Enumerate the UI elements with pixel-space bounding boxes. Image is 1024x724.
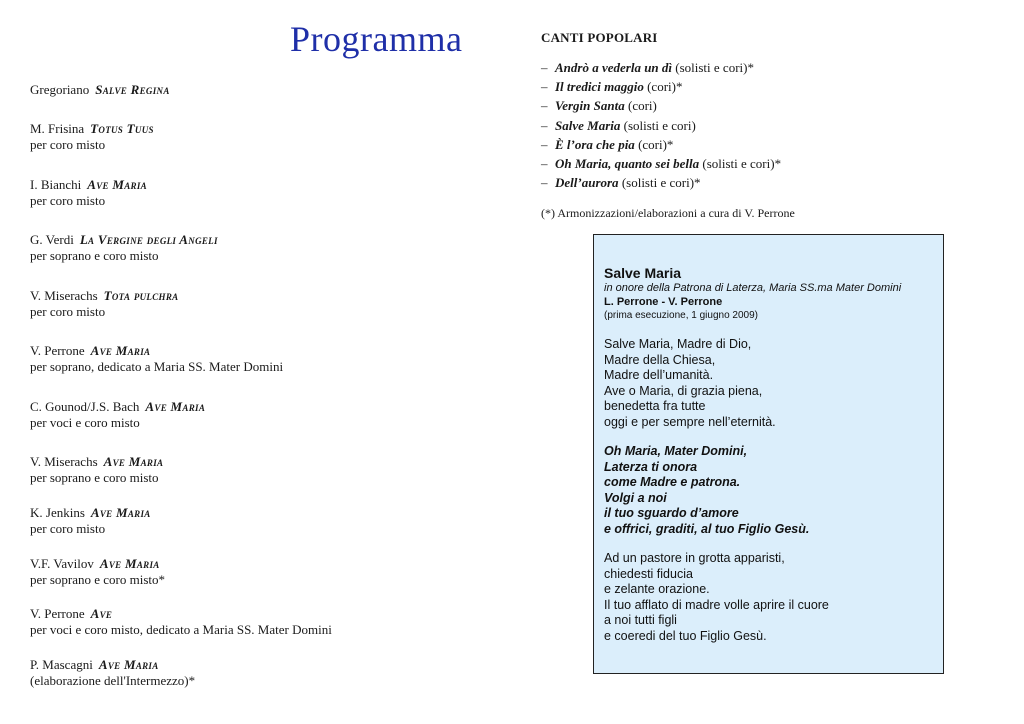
canti-item: – Vergin Santa (cori) xyxy=(541,98,657,114)
program-entry xyxy=(30,232,218,264)
composer: I. Bianchi xyxy=(30,177,82,192)
song-note: (solisti e cori)* xyxy=(672,60,754,75)
work-description: per voci e coro misto, dedicato a Maria SS. Mater Domini xyxy=(30,622,332,637)
program-entry xyxy=(30,177,147,209)
canti-item: – Dell’aurora (solisti e cori)* xyxy=(541,175,701,191)
composer: G. Verdi xyxy=(30,232,74,247)
work-description: (elaborazione dell'Intermezzo)* xyxy=(30,673,196,688)
lyric-line: Oh Maria, Mater Domini, xyxy=(604,444,748,458)
composer: C. Gounod/J.S. Bach xyxy=(30,399,140,414)
lyric-line: Volgi a noi xyxy=(604,490,667,505)
program-entry xyxy=(30,657,195,689)
song-note: (solisti e cori)* xyxy=(699,156,782,172)
lyric-line: come Madre e patrona. xyxy=(604,475,741,489)
work-title: Tota pulchra xyxy=(103,288,179,303)
canti-item: – È l’ora che pia (cori)* xyxy=(541,136,674,152)
work-description: per soprano e coro misto xyxy=(30,248,159,263)
work-description: per voci e coro misto xyxy=(30,415,140,430)
work-description: per coro misto xyxy=(30,193,106,208)
lyric-line: Salve Maria, Madre di Dio, xyxy=(604,337,752,351)
work-description: per coro misto xyxy=(30,137,106,152)
work-description: per soprano e coro misto xyxy=(30,470,159,485)
program-entry xyxy=(30,556,165,588)
work-description: per coro misto xyxy=(30,304,106,319)
song-note: (cori)* xyxy=(634,136,674,152)
lyric-line: il tuo sguardo d’amore xyxy=(604,506,739,520)
program-entry xyxy=(30,505,151,537)
lyric-line: Ave o Maria, di grazia piena, xyxy=(604,383,763,398)
canti-item: – Oh Maria, quanto sei bella (solisti e cori)* xyxy=(541,156,782,172)
song-title: Andrò a vederla un dì xyxy=(555,60,673,75)
canti-list xyxy=(541,58,781,192)
song-heading: Salve Maria xyxy=(604,265,682,281)
composer: K. Jenkins xyxy=(30,505,85,520)
program-entry xyxy=(30,606,332,638)
canti-heading: CANTI POPOLARI xyxy=(541,30,658,45)
work-title: Ave Maria xyxy=(98,657,159,672)
lyric-line: Madre della Chiesa, xyxy=(604,352,716,367)
composer: V. Miserachs xyxy=(30,288,98,303)
work-title: Ave Maria xyxy=(90,343,151,358)
song-authors: L. Perrone - V. Perrone xyxy=(604,296,723,308)
canti-item: – Il tredici maggio (cori)* xyxy=(541,79,683,95)
lyric-line: a noi tutti figli xyxy=(604,613,677,627)
lyric-line: Laterza ti onora xyxy=(604,459,698,474)
song-title: Oh Maria, quanto sei bella xyxy=(555,156,700,172)
song-title: Vergin Santa xyxy=(555,98,625,114)
program-entry xyxy=(30,399,205,431)
stanza-2 xyxy=(604,551,933,644)
song-date: (prima esecuzione, 1 giugno 2009) xyxy=(604,310,758,321)
song-title: Il tredici maggio xyxy=(555,79,644,95)
song-title: Dell’aurora xyxy=(555,175,619,191)
lyric-line: e coeredi del tuo Figlio Gesù. xyxy=(604,628,767,643)
work-title: Ave Maria xyxy=(90,505,151,520)
song-note: (cori)* xyxy=(643,79,683,95)
composer: Gregoriano xyxy=(30,82,90,97)
work-title: Totus Tuus xyxy=(90,121,154,136)
lyric-line: Il tuo afflato di madre volle aprire il cuore xyxy=(604,597,829,612)
lyric-line: Ad un pastore in grotta apparisti, xyxy=(604,551,785,565)
lyric-line: Madre dell’umanità. xyxy=(604,368,714,382)
lyrics-box xyxy=(593,234,944,674)
lyric-line: chiedesti fiducia xyxy=(604,566,693,581)
work-title: Ave Maria xyxy=(145,399,206,414)
work-title: La Vergine degli Angeli xyxy=(79,232,218,247)
lyric-line: e offrici, graditi, al tuo Figlio Gesù. xyxy=(604,521,810,536)
program-entry xyxy=(30,82,170,98)
page-title: Programma xyxy=(290,19,463,59)
program-entry xyxy=(30,288,178,320)
program-entry xyxy=(30,454,163,486)
work-title: Ave Maria xyxy=(99,556,160,571)
work-title: Salve Regina xyxy=(95,82,170,97)
song-title: È l’ora che pia xyxy=(555,136,635,152)
work-description: per soprano e coro misto* xyxy=(30,572,166,587)
composer: V. Perrone xyxy=(30,343,85,358)
composer: V.F. Vavilov xyxy=(30,556,94,571)
song-note: (solisti e cori) xyxy=(620,117,696,133)
canti-item: – Andrò a vederla un dì (solisti e cori)* xyxy=(541,60,754,75)
lyric-line: e zelante orazione. xyxy=(604,582,710,596)
work-description: per coro misto xyxy=(30,521,106,536)
lyric-line: oggi e per sempre nell’eternità. xyxy=(604,414,776,429)
composer: V. Miserachs xyxy=(30,454,98,469)
composer: M. Frisina xyxy=(30,121,85,136)
program-entry xyxy=(30,121,154,153)
work-title: Ave Maria xyxy=(87,177,147,192)
work-title: Ave Maria xyxy=(103,454,164,469)
work-description: per soprano, dedicato a Maria SS. Mater Domini xyxy=(30,359,284,374)
composer: P. Mascagni xyxy=(30,657,93,672)
song-subtitle: in onore della Patrona di Laterza, Maria SS.ma Mater Domini xyxy=(604,282,902,294)
chorus xyxy=(604,444,933,537)
song-title: Salve Maria xyxy=(555,117,621,133)
composer: V. Perrone xyxy=(30,606,85,621)
stanza-1 xyxy=(604,337,933,430)
song-note: (cori) xyxy=(624,98,657,114)
footnote: (*) Armonizzazioni/elaborazioni a cura di V. Perrone xyxy=(541,206,795,220)
work-title: Ave xyxy=(90,606,113,621)
program-entry xyxy=(30,343,283,375)
lyric-line: benedetta fra tutte xyxy=(604,399,706,413)
song-note: (solisti e cori)* xyxy=(618,175,701,191)
canti-item: – Salve Maria (solisti e cori) xyxy=(541,117,696,133)
